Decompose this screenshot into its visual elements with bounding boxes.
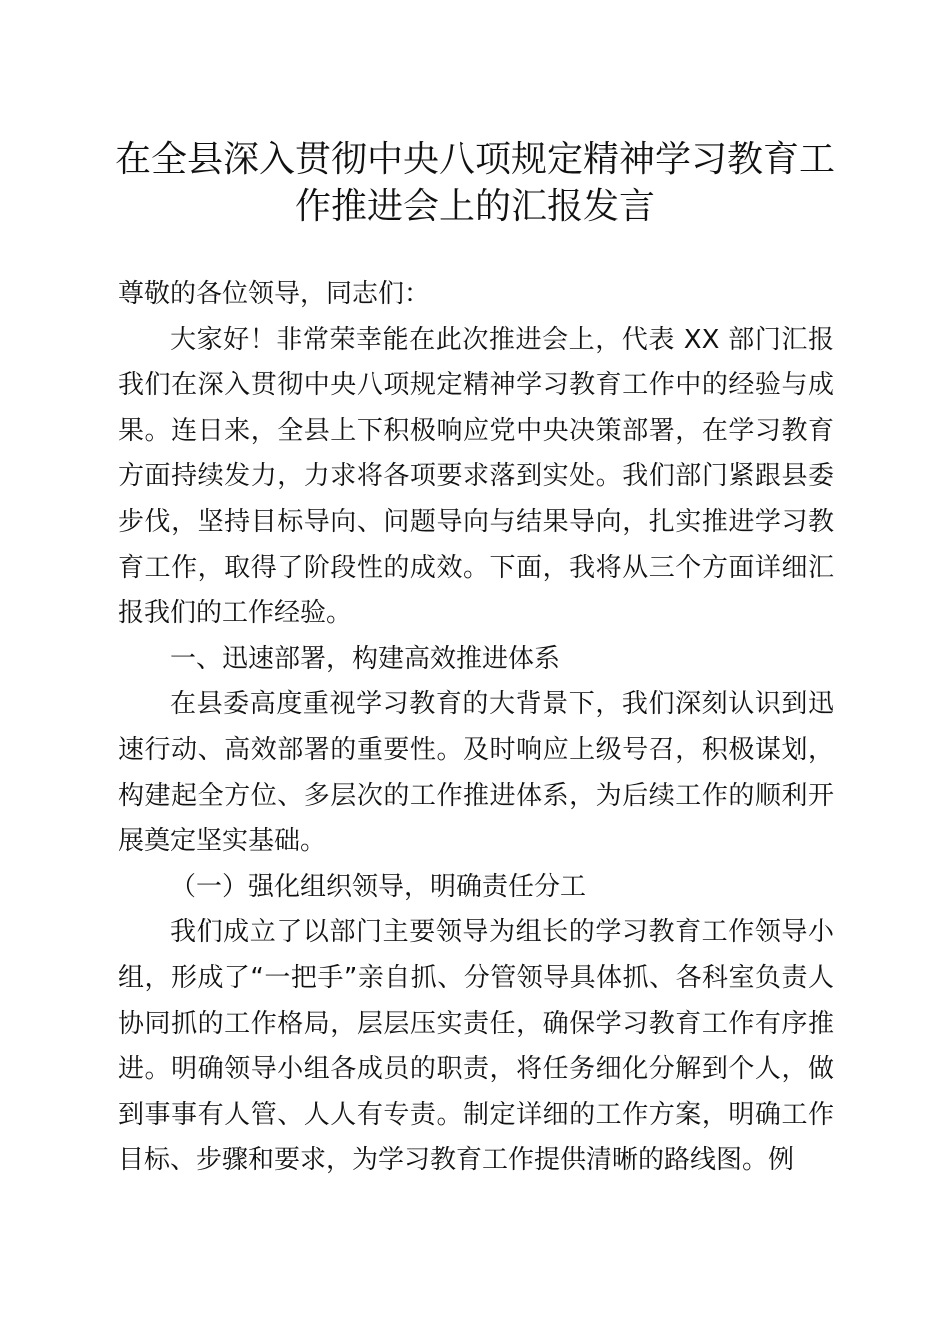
salutation: 尊敬的各位领导，同志们：: [118, 279, 431, 309]
document-body: [118, 272, 834, 1184]
section-heading-1: 一、迅速部署，构建高效推进体系: [170, 643, 561, 674]
subsection-heading-1: （一）强化组织领导，明确责任分工: [170, 871, 587, 902]
paragraph-section-1: 在县委高度重视学习教育的大背景下，我们深刻认识到迅速行动、高效部署的重要性。及时响应上级号召，积极谋划，构建起全方位、多层次的工作推进体系，为后续工作的顺利开展奠定坚实基础。: [118, 689, 834, 857]
paragraph-subsection-1: 我们成立了以部门主要领导为组长的学习教育工作领导小组，形成了“一把手”亲自抓、分管领导具体抓、各科室负责人协同抓的工作格局，层层压实责任，确保学习教育工作有序推进。明确领导小组各成员的职责，将任务细化分解到个人，做到事事有人管、人人有专责。制定详细的工作方案，明确工作目标、步骤和要求，为学习教育工作提供清晰的路线图。例: [118, 917, 834, 1176]
paragraph-intro: 大家好！非常荣幸能在此次推进会上，代表 XX 部门汇报我们在深入贯彻中央八项规定精神学习教育工作中的经验与成果。连日来，全县上下积极响应党中央决策部署，在学习教育方面持续发力，力求将各项要求落到实处。我们部门紧跟县委步伐，坚持目标导向、问题导向与结果导向，扎实推进学习教育工作，取得了阶段性的成效。下面，我将从三个方面详细汇报我们的工作经验。: [118, 324, 834, 629]
document-title: 在全县深入贯彻中央八项规定精神学习教育工作推进会上的汇报发言: [114, 139, 835, 227]
